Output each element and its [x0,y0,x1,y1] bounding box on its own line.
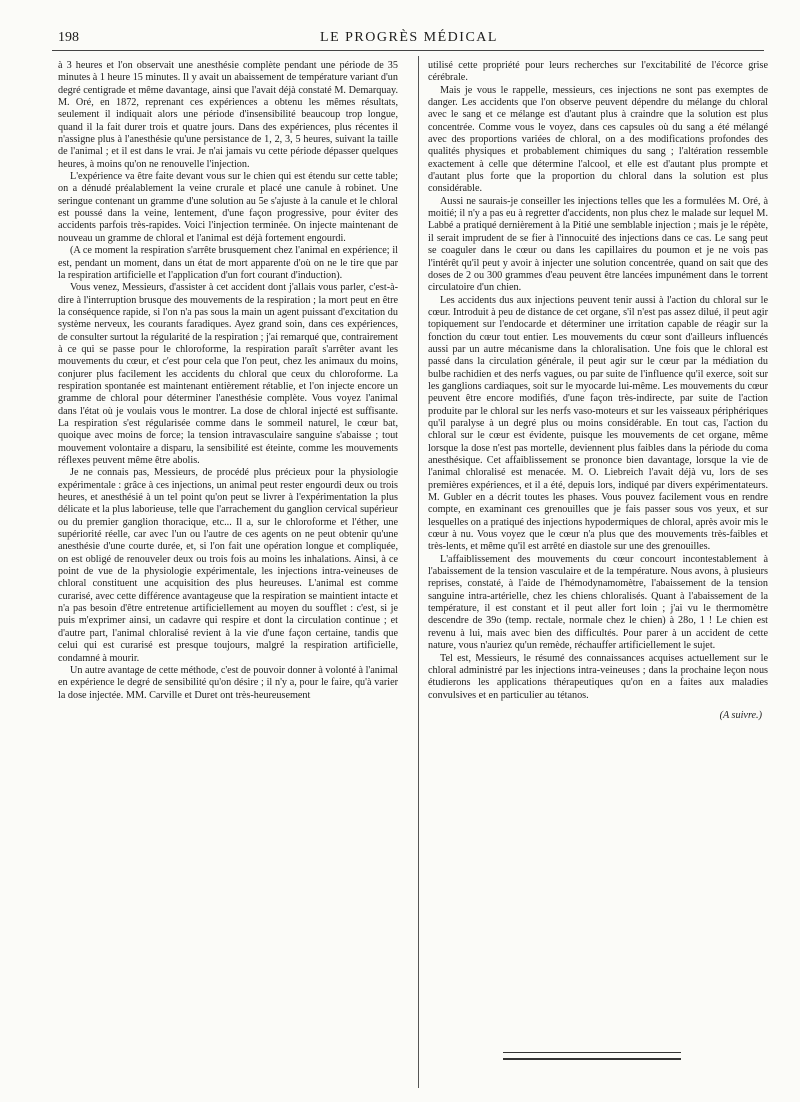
paragraph: utilisé cette propriété pour leurs recherches sur l'excitabilité de l'écorce grise cérébrale. [428,60,768,84]
paragraph: L'expérience va être faite devant vous sur le chien qui est étendu sur cette table; on a dénudé préalablement la veine crurale et placé une canule à robinet. Une seringue contenant un gramme d'une solution au 5e s'ajuste à la canule et le chloral est poussé dans la veine, lentement, d'une façon progressive, pour éviter des accidents parfois très-rapides. Voici l'injection terminée. On injecte maintenant de nouveau un gramme de chloral et l'animal est déjà fortement engourdi. [58,171,398,244]
journal-title: LE PROGRÈS MÉDICAL [320,30,498,45]
paragraph: (A ce moment la respiration s'arrête brusquement chez l'animal en expérience; il est, pendant un moment, dans un état de mort apparente d'où on ne le tire que par la respiration artificielle et l'application d'un fort courant d'induction). [58,245,398,281]
page-number: 198 [58,30,79,45]
column-divider [418,56,419,1088]
paragraph: Tel est, Messieurs, le résumé des connaissances acquises actuellement sur le chloral administré par les injections intra-veineuses ; dans la prochaine leçon nous étudierons les applications thérapeutiques qu'on en a faites aux maladies convulsives et en particulier au tétanos. [428,652,768,701]
continuation-note: (A suivre.) [719,709,762,721]
paragraph: Les accidents dus aux injections peuvent tenir aussi à l'action du chloral sur le cœur. Introduit à peu de distance de cet organe, s'il n'est pas assez dilué, il peut agir topiquement sur l'endocarde et déterminer une irritation capable de réagir sur la fonction du cœur tout entier. Les mouvements du cœur sont d'ailleurs influencés aussi par un autre mécanisme dans la chloralisation. Une fois que le chloral est passé dans la circulation générale, il peut agir sur le cœur par la médiation du bulbe rachidien et des nerfs vagues, ou par suite de l'influence qu'il exerce, soit sur les ganglions cardiaques, soit sur le myocarde lui-même. Les mouvements du cœur peuvent être encore modifiés, d'une façon très-indirecte, par suite de l'action produite par le chloral sur les nerfs vaso-moteurs et sur les vaisseaux périphériques qu'il paralyse à un degré plus ou moins considérable. En tout cas, l'action du chloral sur le cœur est évidente, puisque les mouvements de cet organe, même lorsque la dose n'est pas mortelle, deviennent plus faibles dans la période du coma anesthésique. Cet affaiblissement se prononce bien davantage, lorsque la vie de l'animal chloralisé est menacée. M. O. Liebreich l'avait déjà vu, lors de ses premières expériences, et il a été, depuis lors, indiqué par divers expérimentateurs. M. Gubler en a décrit toutes les phases. Vous pouvez facilement vous en rendre compte, en examinant ces grenouilles que je fais passer sous vos yeux, et sur lesquelles on a pratiqué des injections hypodermiques de chloral, après avoir mis le cœur à nu. Vous voyez que le cœur n'a plus que des mouvements très-faibles et très-lents, et même qu'il est arrêté en diastole sur une des grenouilles. [428,294,768,553]
header-rule [52,50,764,51]
end-ornament [503,1052,681,1060]
paragraph: à 3 heures et l'on observait une anesthésie complète pendant une période de 35 minutes à 1 heure 15 minutes. Il y avait un abaissement de température variant d'un degré centigrade et même davantage, ainsi que l'avait déjà constaté M. Demarquay. M. Oré, en 1872, reprenant ces expériences a obtenu les mêmes résultats, seulement il indiquait alors une période d'insensibilité beaucoup trop longue, quand il la fait durer trois et quatre jours. Dans des expériences, plus récentes il n'assigne plus à l'anesthésie qu'une persistance de 1, 2, 3, 5 heures, suivant la taille de l'animal ; et il est dans le vrai. Je n'ai jamais vu cette période dépasser quelques heures, à moins qu'on ne renouvelle l'injection. [58,60,398,170]
paragraph: Un autre avantage de cette méthode, c'est de pouvoir donner à volonté à l'animal en expérience le degré de sensibilité qu'on désire ; il n'y a, pour le faire, qu'à varier la dose injectée. MM. Carville et Duret ont très-heureusement [58,664,398,701]
page-header [58,26,760,48]
left-column [58,60,398,702]
paragraph: Vous venez, Messieurs, d'assister à cet accident dont j'allais vous parler, c'est-à-dire à l'interruption brusque des mouvements de la respiration ; la mort peut en être la conséquence rapide, si l'on n'a pas sous la main un agent puissant d'excitation du système nerveux, les courants faradiques. Ayez grand soin, dans ces expériences, de consulter surtout la régularité de la respiration ; j'ai remarqué que, contrairement à ce qui se passe pour le chloroforme, la respiration paraît s'arrêter avant les mouvements du cœur, et c'est pour cela que l'on peut, chez les animaux du moins, conjurer plus facilement les accidents du chloral que ceux du chloroforme. La respiration spontanée est maintenant entièrement rétablie, et l'on injecte encore un gramme de chloral pour déterminer l'anesthésie complète. Vous voyez l'animal dans l'état où je voulais vous le montrer. La dose de chloral injecté est suffisante. La respiration s'est régularisée comme dans le sommeil naturel, le cœur bat, quoique avec moins de force; la tension intravasculaire sanguine s'abaisse ; tout mouvement volontaire a disparu, la sensibilité est éteinte, comme les mouvements réflexes peuvent même être abolis. [58,282,398,466]
paragraph: Mais je vous le rappelle, messieurs, ces injections ne sont pas exemptes de danger. Les accidents que l'on observe peuvent dépendre du mélange du chloral avec le sang et ce mélange est d'autant plus à craindre que la solution est plus concentrée. Comme vous le voyez, dans ces capsules où du sang a été mélangé avec des proportions variées de chloral, on a des modifications profondes des qualités physiques et probablement chimiques du sang ; l'altération ressemble exactement à celle que détermine l'alcool, et elle est d'autant plus prompte et d'autant plus forte que la proportion du chloral dans la solution est plus considérable. [428,84,768,195]
paragraph: Je ne connais pas, Messieurs, de procédé plus précieux pour la physiologie expérimentale : grâce à ces injections, un animal peut rester engourdi deux ou trois heures, et anesthésié à un tel point qu'on peut se livrer à l'expérimentation la plus délicate et la plus laborieuse, telle que l'arrachement du ganglion cervical supérieur ou du premier ganglion thoracique, etc... Il a, sur le chloroforme et l'éther, une supériorité réelle, car avec l'un ou l'autre de ces agents on ne peut obtenir qu'une anesthésie d'une courte durée, et, si l'on fait une opération longue et compliquée, on est obligé de renouveler deux ou trois fois au moins les inhalations. Ainsi, à ce point de vue de la physiologie expérimentale, les injections intra-veineuses de chloral constituent une acquisition des plus heureuses. L'animal est comme curarisé, avec cette différence avantageuse que la respiration se maintient intacte et n'a pas besoin d'être entretenue artificiellement au moyen du soufflet : c'est, si je puis m'exprimer ainsi, un cadavre qui respire et dont la circulation continue ; et d'autre part, l'animal chloralisé revient à la vie d'une façon certaine, tandis que celui qui est curarisé est presque toujours, malgré la respiration artificielle, condamné à mourir. [58,467,398,664]
right-column [428,60,768,722]
paragraph: Aussi ne saurais-je conseiller les injections telles que les a formulées M. Oré, à moitié; il n'y a pas eu à regretter d'accidents, non plus chez le malade sur lequel M. Labbé a pratiqué dernièrement à la Pitié une semblable injection ; mais je le répète, il serait imprudent de se fier à l'innocuité des injections dans ce cas. Le sang peut se coaguler dans le cœur ou dans les capillaires du poumon et je ne vois pas l'intérêt qu'il peut y avoir à injecter une solution concentrée, quand on sait que des doses de 2 ou 300 grammes d'eau peuvent être lancées impunément dans le torrent circulatoire d'un chien. [428,195,768,294]
paragraph: L'affaiblissement des mouvements du cœur concourt incontestablement à l'abaissement de la tension vasculaire et de la température. Nous avons, à plusieurs reprises, constaté, à l'aide de l'hémodynamomètre, l'abaissement de la tension sanguine intra-artérielle, chez les chiens chloralisés. Quant à l'abaissement de la température, il est constant et il peut aller fort loin ; j'ai vu le thermomètre descendre de 39o (temp. rectale, normale chez le chien) à 28o, 1 ! Le chien est revenu à lui, mais avec bien des difficultés. Pour parer à un accident de cette nature, vous n'auriez qu'un remède, réchauffer artificiellement le sujet. [428,553,768,652]
